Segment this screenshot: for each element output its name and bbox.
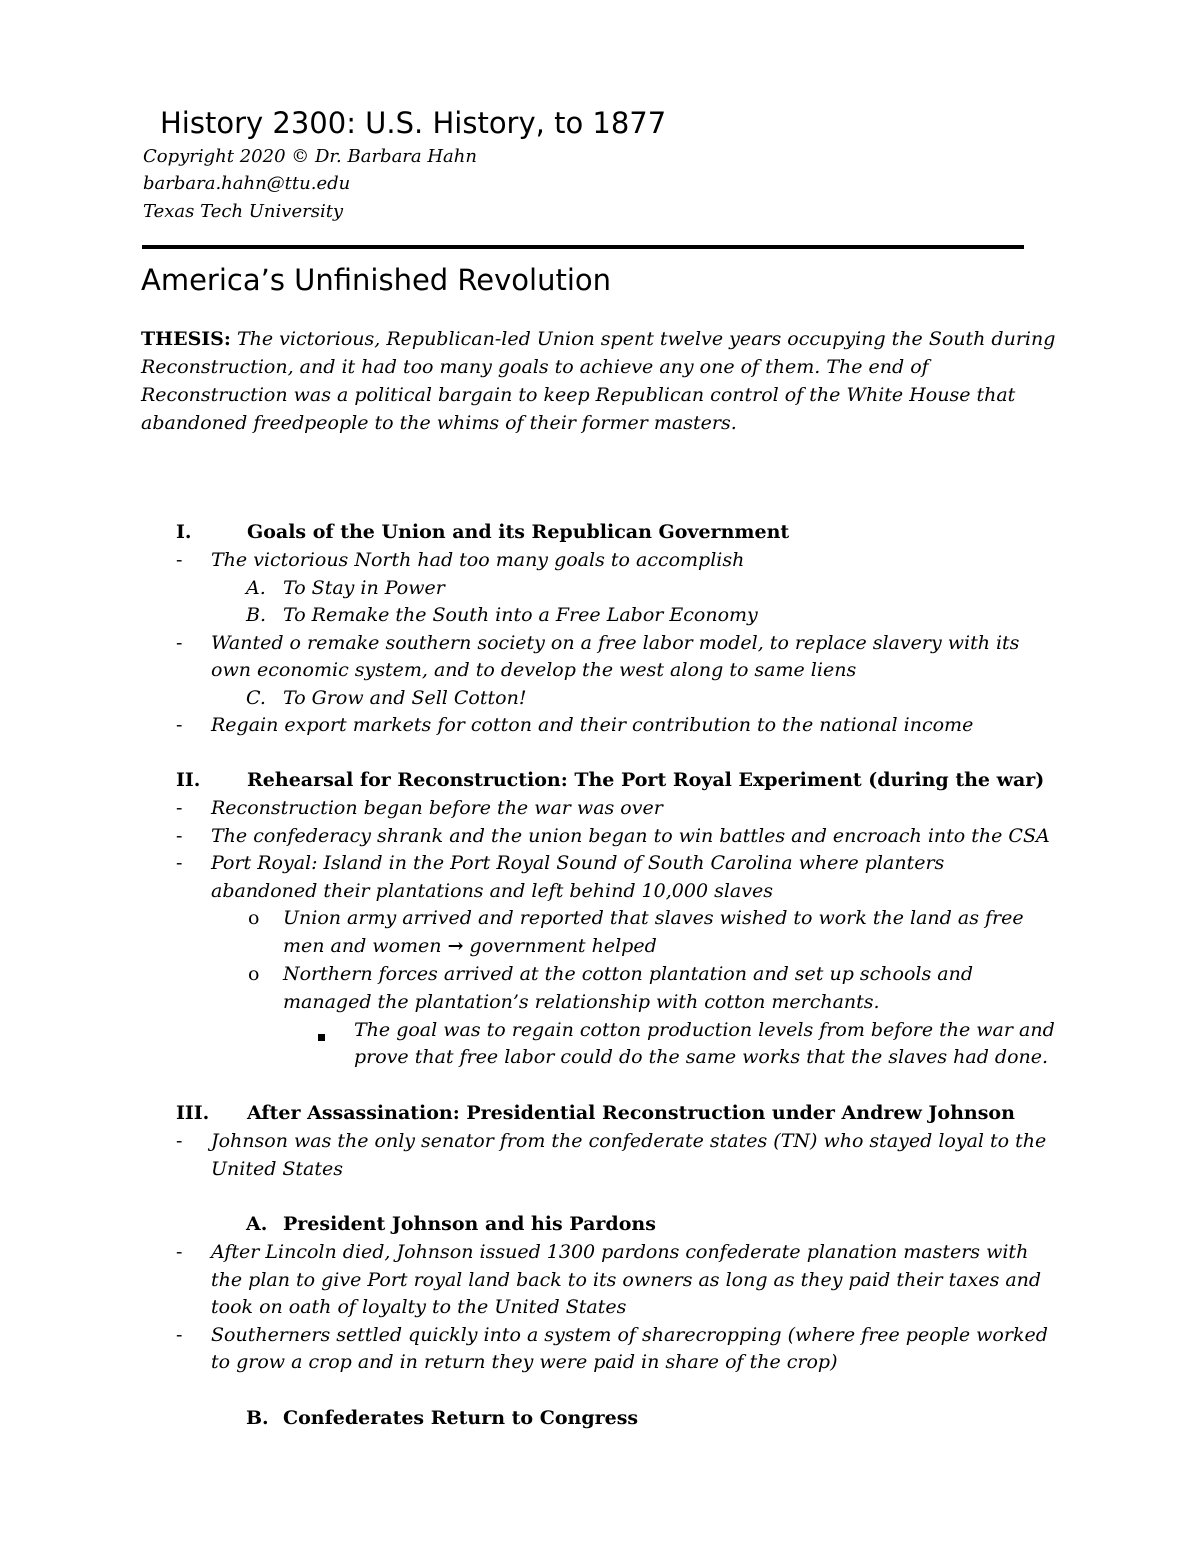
circle-marker: o — [248, 963, 260, 985]
sub-bullet-text: Union army arrived and reported that slaves wished to work the land as free — [283, 907, 1024, 929]
copyright-line: Copyright 2020 © Dr. Barbara Hahn — [143, 146, 477, 167]
sub-item-text: To Stay in Power — [283, 577, 445, 599]
dash-marker: - — [176, 714, 183, 736]
sub-letter: C. — [246, 687, 266, 709]
dash-marker: - — [176, 1241, 183, 1263]
section-heading: Goals of the Union and its Republican Government — [247, 521, 790, 543]
sub-bullet-text: managed the plantation’s relationship with cotton merchants. — [283, 991, 880, 1013]
bullet-text: took on oath of loyalty to the United States — [211, 1296, 627, 1318]
thesis-line-1: THESIS: The victorious, Republican-led Union spent twelve years occupying the South during — [141, 328, 1056, 350]
bullet-text: the plan to give Port royal land back to its owners as long as they paid their taxes and — [211, 1269, 1042, 1291]
sub-letter: B. — [246, 1407, 269, 1429]
bullet-text: to grow a crop and in return they were paid in share of the crop) — [211, 1351, 838, 1373]
circle-marker: o — [248, 907, 260, 929]
dash-marker: - — [176, 1130, 183, 1152]
sub-sub-bullet-text: The goal was to regain cotton production levels from before the war and — [354, 1019, 1055, 1041]
bullet-text: United States — [211, 1158, 344, 1180]
header-divider — [142, 245, 1024, 249]
arrow-icon: → — [447, 935, 464, 957]
email-line: barbara.hahn@ttu.edu — [143, 173, 351, 194]
thesis-line-2: Reconstruction, and it had too many goals to achieve any one of them. The end of — [141, 356, 929, 378]
section-numeral: II. — [176, 769, 201, 791]
bullet-text: Regain export markets for cotton and their contribution to the national income — [211, 714, 974, 736]
sub-item-text: To Grow and Sell Cotton! — [283, 687, 527, 709]
lecture-title: America’s Unfinished Revolution — [141, 263, 612, 297]
dash-marker: - — [176, 825, 183, 847]
dash-marker: - — [176, 852, 183, 874]
bullet-text: abandoned their plantations and left behind 10,000 slaves — [211, 880, 773, 902]
bullet-text: Wanted o remake southern society on a free labor model, to replace slavery with its — [211, 632, 1020, 654]
bullet-text: Southerners settled quickly into a system of sharecropping (where free people worked — [211, 1324, 1048, 1346]
institution-line: Texas Tech University — [143, 201, 344, 222]
dash-marker: - — [176, 632, 183, 654]
dash-marker: - — [176, 549, 183, 571]
thesis-line-3: Reconstruction was a political bargain to keep Republican control of the White House that — [141, 384, 1016, 406]
bullet-text: Reconstruction began before the war was over — [211, 797, 663, 819]
section-heading: After Assassination: Presidential Reconstruction under Andrew Johnson — [247, 1102, 1015, 1124]
sub-bullet-text: men and women → government helped — [283, 935, 657, 957]
subsection-heading: President Johnson and his Pardons — [283, 1213, 656, 1235]
sub-bullet-text: Northern forces arrived at the cotton plantation and set up schools and — [283, 963, 973, 985]
bullet-text: Johnson was the only senator from the confederate states (TN) who stayed loyal to the — [211, 1130, 1047, 1152]
subsection-heading: Confederates Return to Congress — [283, 1407, 639, 1429]
dash-marker: - — [176, 797, 183, 819]
section-numeral: III. — [176, 1102, 210, 1124]
bullet-text: The confederacy shrank and the union began to win battles and encroach into the CSA — [211, 825, 1050, 847]
bullet-text: After Lincoln died, Johnson issued 1300 pardons confederate planation masters with — [211, 1241, 1029, 1263]
square-bullet-icon — [318, 1026, 325, 1045]
thesis-label: THESIS: — [141, 328, 231, 350]
dash-marker: - — [176, 1324, 183, 1346]
bullet-text: The victorious North had too many goals to accomplish — [211, 549, 745, 571]
sub-sub-bullet-text: prove that free labor could do the same works that the slaves had done. — [354, 1046, 1049, 1068]
sub-item-text: To Remake the South into a Free Labor Economy — [283, 604, 758, 626]
section-heading: Rehearsal for Reconstruction: The Port Royal Experiment (during the war) — [247, 769, 1045, 791]
course-title: History 2300: U.S. History, to 1877 — [160, 106, 667, 140]
section-numeral: I. — [176, 521, 192, 543]
bullet-text: Port Royal: Island in the Port Royal Sound of South Carolina where planters — [211, 852, 945, 874]
sub-letter: A. — [246, 577, 266, 599]
sub-letter: B. — [246, 604, 267, 626]
sub-letter: A. — [246, 1213, 268, 1235]
bullet-text: own economic system, and to develop the west along to same liens — [211, 659, 857, 681]
thesis-line-4: abandoned freedpeople to the whims of their former masters. — [141, 412, 737, 434]
